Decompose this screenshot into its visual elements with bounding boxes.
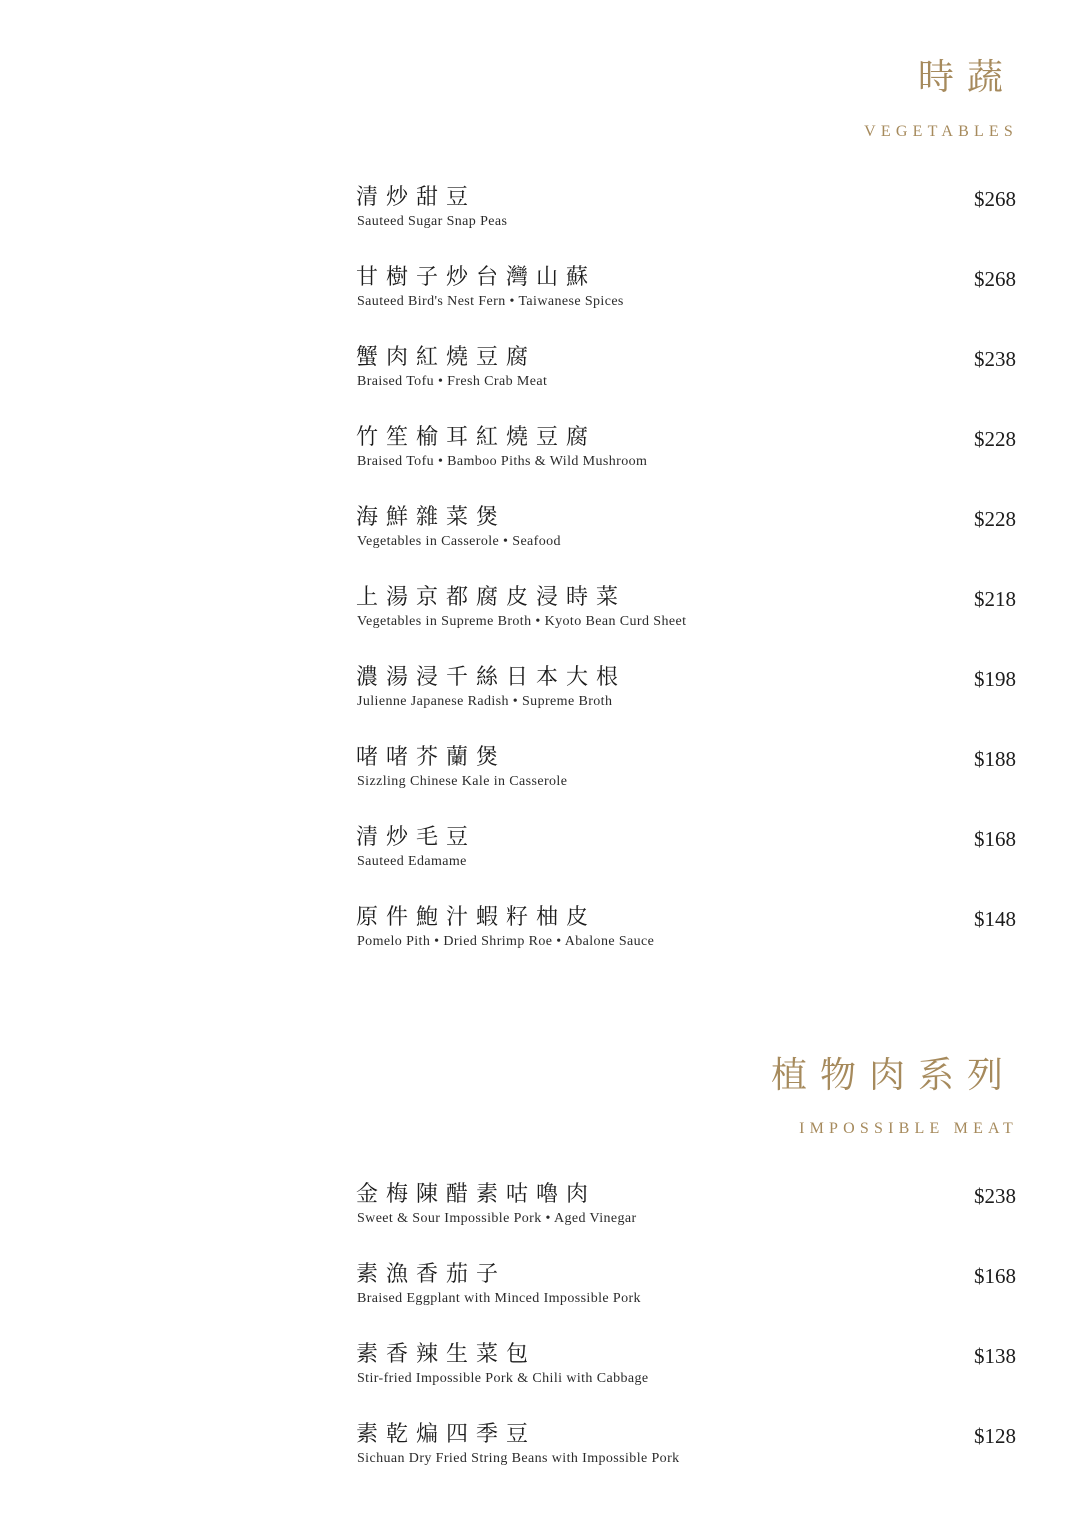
- dish-name-en: Sweet & Sour Impossible Pork • Aged Vinegar: [357, 1211, 637, 1226]
- dish-name-en: Braised Eggplant with Minced Impossible Pork: [357, 1291, 641, 1306]
- dish-name-en: Stir-fried Impossible Pork & Chili with Cabbage: [357, 1371, 649, 1386]
- dish-price: $198: [974, 667, 1016, 691]
- menu-item: [356, 1182, 1016, 1262]
- menu-item: [356, 265, 1016, 345]
- section-title-vegetables-zh: 時蔬: [917, 57, 1016, 98]
- menu-item: [356, 1422, 1016, 1502]
- dish-name-en: Sichuan Dry Fried String Beans with Impossible Pork: [357, 1451, 680, 1466]
- dish-price: $228: [974, 427, 1016, 451]
- dish-name-zh: 素香辣生菜包: [356, 1342, 537, 1367]
- dish-name-zh: 清炒毛豆: [356, 825, 477, 850]
- dish-name-en: Braised Tofu • Bamboo Piths & Wild Mushroom: [357, 454, 648, 469]
- dish-price: $218: [974, 587, 1016, 611]
- dish-price: $268: [974, 187, 1016, 211]
- menu-item: [356, 905, 1016, 985]
- dish-name-zh: 素乾煸四季豆: [356, 1422, 537, 1447]
- section-title-impossible-meat-zh: 植物肉系列: [770, 1055, 1016, 1096]
- menu-item: [356, 425, 1016, 505]
- dish-name-zh: 甘樹子炒台灣山蘇: [356, 265, 597, 290]
- dish-name-en: Sauteed Edamame: [357, 854, 467, 869]
- dish-price: $268: [974, 267, 1016, 291]
- dish-name-zh: 上湯京都腐皮浸時菜: [356, 585, 627, 610]
- dish-name-zh: 清炒甜豆: [356, 185, 477, 210]
- dish-name-en: Vegetables in Supreme Broth • Kyoto Bean Curd Sheet: [357, 614, 687, 629]
- dish-name-en: Julienne Japanese Radish • Supreme Broth: [357, 694, 613, 709]
- menu-item: [356, 745, 1016, 825]
- dish-price: $148: [974, 907, 1016, 931]
- menu-item: [356, 585, 1016, 665]
- menu-item: [356, 505, 1016, 585]
- dish-name-zh: 原件鮑汁蝦籽柚皮: [356, 905, 597, 930]
- menu-item: [356, 345, 1016, 425]
- menu-item: [356, 825, 1016, 905]
- dish-name-zh: 濃湯浸千絲日本大根: [356, 665, 627, 690]
- menu-item: [356, 665, 1016, 745]
- dish-price: $168: [974, 1264, 1016, 1288]
- dish-name-en: Pomelo Pith • Dried Shrimp Roe • Abalone Sauce: [357, 934, 655, 949]
- dish-price: $168: [974, 827, 1016, 851]
- dish-price: $138: [974, 1344, 1016, 1368]
- menu-item: [356, 1342, 1016, 1422]
- dish-name-zh: 海鮮雜菜煲: [356, 505, 507, 530]
- vegetables-menu-list: [356, 185, 1016, 985]
- dish-price: $128: [974, 1424, 1016, 1448]
- dish-name-zh: 竹笙榆耳紅燒豆腐: [356, 425, 597, 450]
- dish-price: $238: [974, 1184, 1016, 1208]
- menu-item: [356, 185, 1016, 265]
- dish-price: $238: [974, 347, 1016, 371]
- dish-name-zh: 素漁香茄子: [356, 1262, 507, 1287]
- dish-name-en: Sauteed Sugar Snap Peas: [357, 214, 508, 229]
- dish-name-en: Braised Tofu • Fresh Crab Meat: [357, 374, 548, 389]
- dish-name-en: Vegetables in Casserole • Seafood: [357, 534, 561, 549]
- dish-price: $228: [974, 507, 1016, 531]
- dish-name-en: Sizzling Chinese Kale in Casserole: [357, 774, 568, 789]
- section-title-impossible-meat-en: IMPOSSIBLE MEAT: [799, 1120, 1018, 1137]
- dish-name-zh: 金梅陳醋素咕嚕肉: [356, 1182, 597, 1207]
- dish-name-en: Sauteed Bird's Nest Fern • Taiwanese Spices: [357, 294, 624, 309]
- dish-price: $188: [974, 747, 1016, 771]
- section-title-vegetables-en: VEGETABLES: [864, 123, 1018, 140]
- dish-name-zh: 啫啫芥蘭煲: [356, 745, 507, 770]
- impossible-meat-menu-list: [356, 1182, 1016, 1502]
- dish-name-zh: 蟹肉紅燒豆腐: [356, 345, 537, 370]
- menu-item: [356, 1262, 1016, 1342]
